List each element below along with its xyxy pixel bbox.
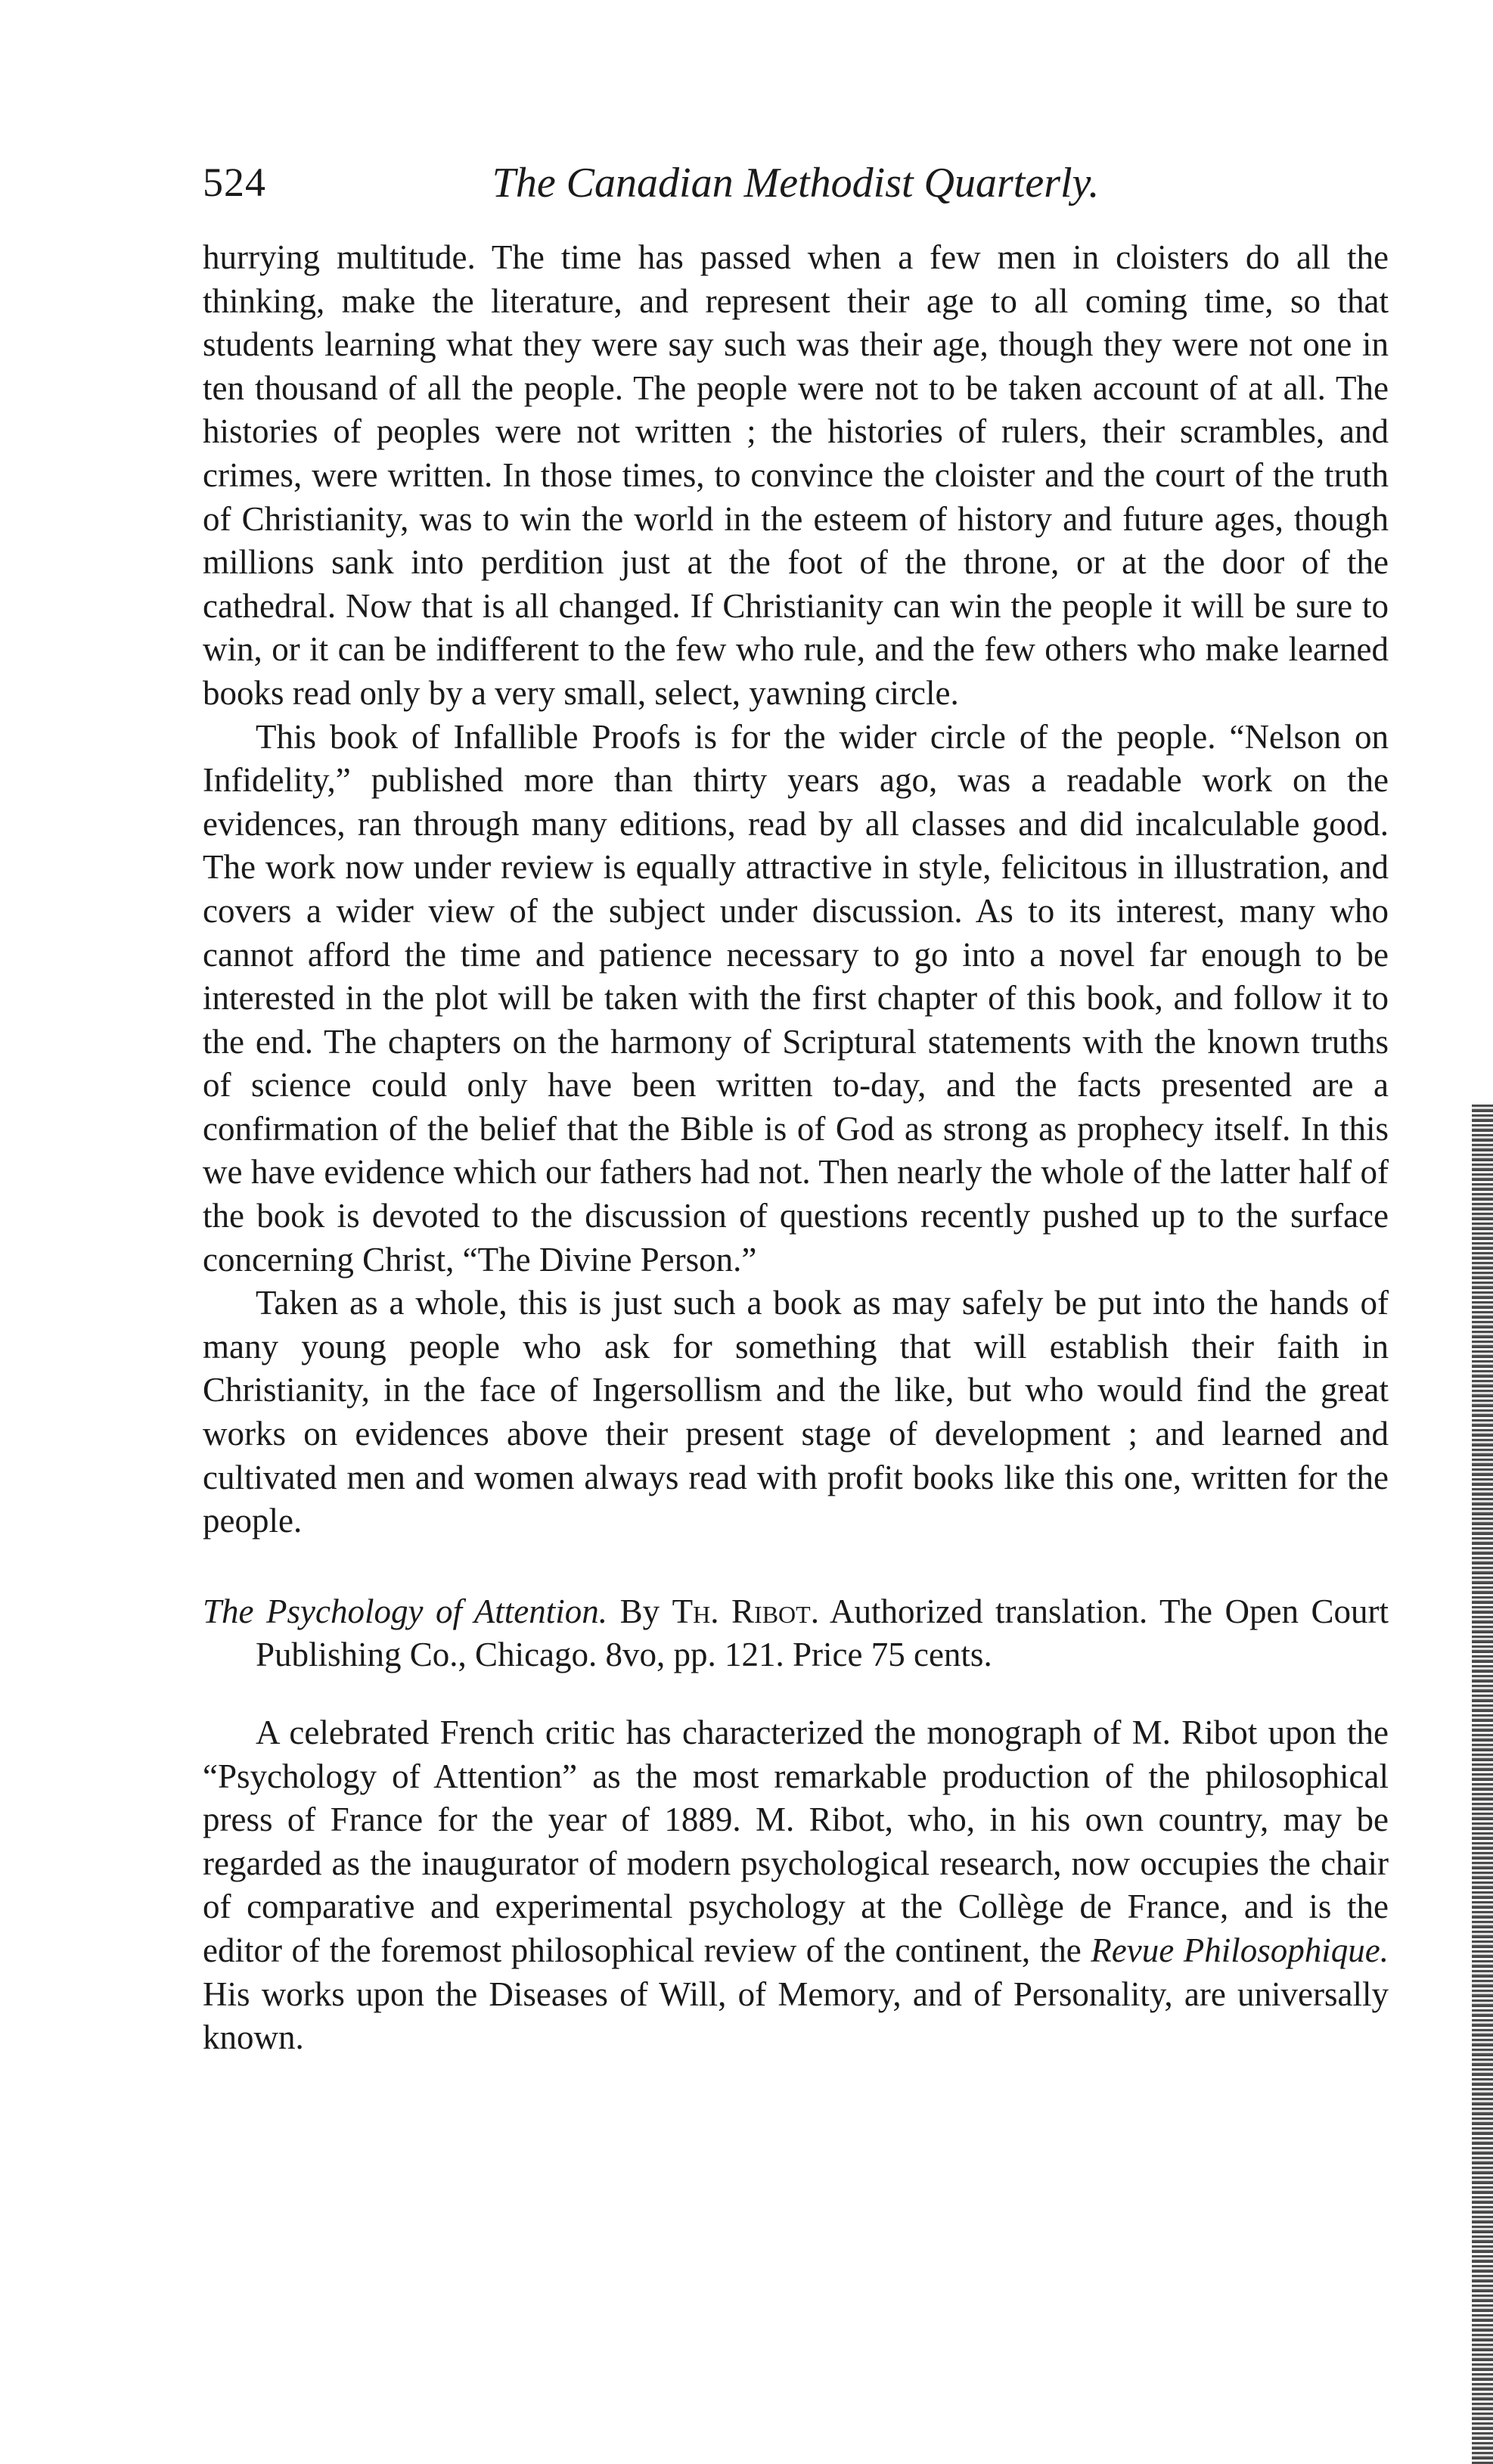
review-book-title: The Psychology of Attention. bbox=[203, 1592, 607, 1630]
page-number: 524 bbox=[203, 160, 266, 205]
review-text-end: His works upon the Diseases of Will, of Memory, and of Personality, are universally known. bbox=[203, 1975, 1389, 2057]
review-details: Authorized translation. The Open Court Publishing Co., Chicago. 8vo, pp. 121. Price 75 cents. bbox=[256, 1592, 1389, 1674]
running-title: The Canadian Methodist Quarterly. bbox=[492, 160, 1100, 207]
scan-edge-artifact bbox=[1472, 1105, 1493, 2464]
review-heading bbox=[203, 1590, 1389, 1677]
review-journal-title: Revue Philosophique. bbox=[1091, 1931, 1389, 1969]
review-author: Th. Ribot. bbox=[672, 1592, 819, 1630]
paragraph-summary: Taken as a whole, this is just such a book as may safely be put into the hands of many young people who ask for something that will establish their faith in Christianity, in the face of Ingersollism and the like, but who would find the great works on evidences above their present stage of development ; and learned and cultivated men and women always read with profit books like this one, written for the people. bbox=[203, 1284, 1389, 1540]
review-by: By bbox=[619, 1592, 660, 1630]
review-paragraph bbox=[203, 1711, 1389, 2060]
paragraph-continuation: hurrying multitude. The time has passed when a few men in cloisters do all the thinking, make the literature, and represent their age to all coming time, so that students learning what they were say such was their age, though they were not one in ten thousand of all the people. The people were not to be taken account of at all. The histories of peoples were not written ; the histories of rulers, their scrambles, and crimes, were written. In those times, to convince the cloister and the court of the truth of Christianity, was to win the world in the esteem of history and future ages, though millions sank into perdition just at the foot of the throne, or at the door of the cathedral. Now that is all changed. If Christianity can win the people it will be sure to win, or it can be indifferent to the few who rule, and the few others who make learned books read only by a very small, select, yawning circle. bbox=[203, 238, 1389, 712]
page-header bbox=[203, 159, 1389, 219]
review-text-start: A celebrated French critic has characterized the monograph of M. Ribot upon the “Psychology of Attention” as the most remarkable production of the philosophical press of France for the year of 1889. M. Ribot, who, in his own country, may be regarded as the inaugurator of modern psychological research, now occupies the chair of comparative and experimental psychology at the Collège de France, and is the editor of the foremost philosophical review of the continent, the bbox=[203, 1714, 1389, 1969]
book-page bbox=[203, 159, 1389, 2060]
paragraph-infallible-proofs: This book of Infallible Proofs is for the wider circle of the people. “Nelson on Infidelity,” published more than thirty years ago, was a readable work on the evidences, ran through many editions, read by all classes and did incalculable good. The work now under review is equally attractive in style, felicitous in illustration, and covers a wider view of the subject under discussion. As to its interest, many who cannot afford the time and patience necessary to go into a novel far enough to be interested in the plot will be taken with the first chapter of this book, and follow it to the end. The chapters on the harmony of Scriptural statements with the known truths of science could only have been written to-day, and the facts presented are a confirmation of the belief that the Bible is of God as strong as prophecy itself. In this we have evidence which our fathers had not. Then nearly the whole of the latter half of the book is devoted to the discussion of questions recently pushed up to the surface concerning Christ, “The Divine Person.” bbox=[203, 717, 1389, 1279]
